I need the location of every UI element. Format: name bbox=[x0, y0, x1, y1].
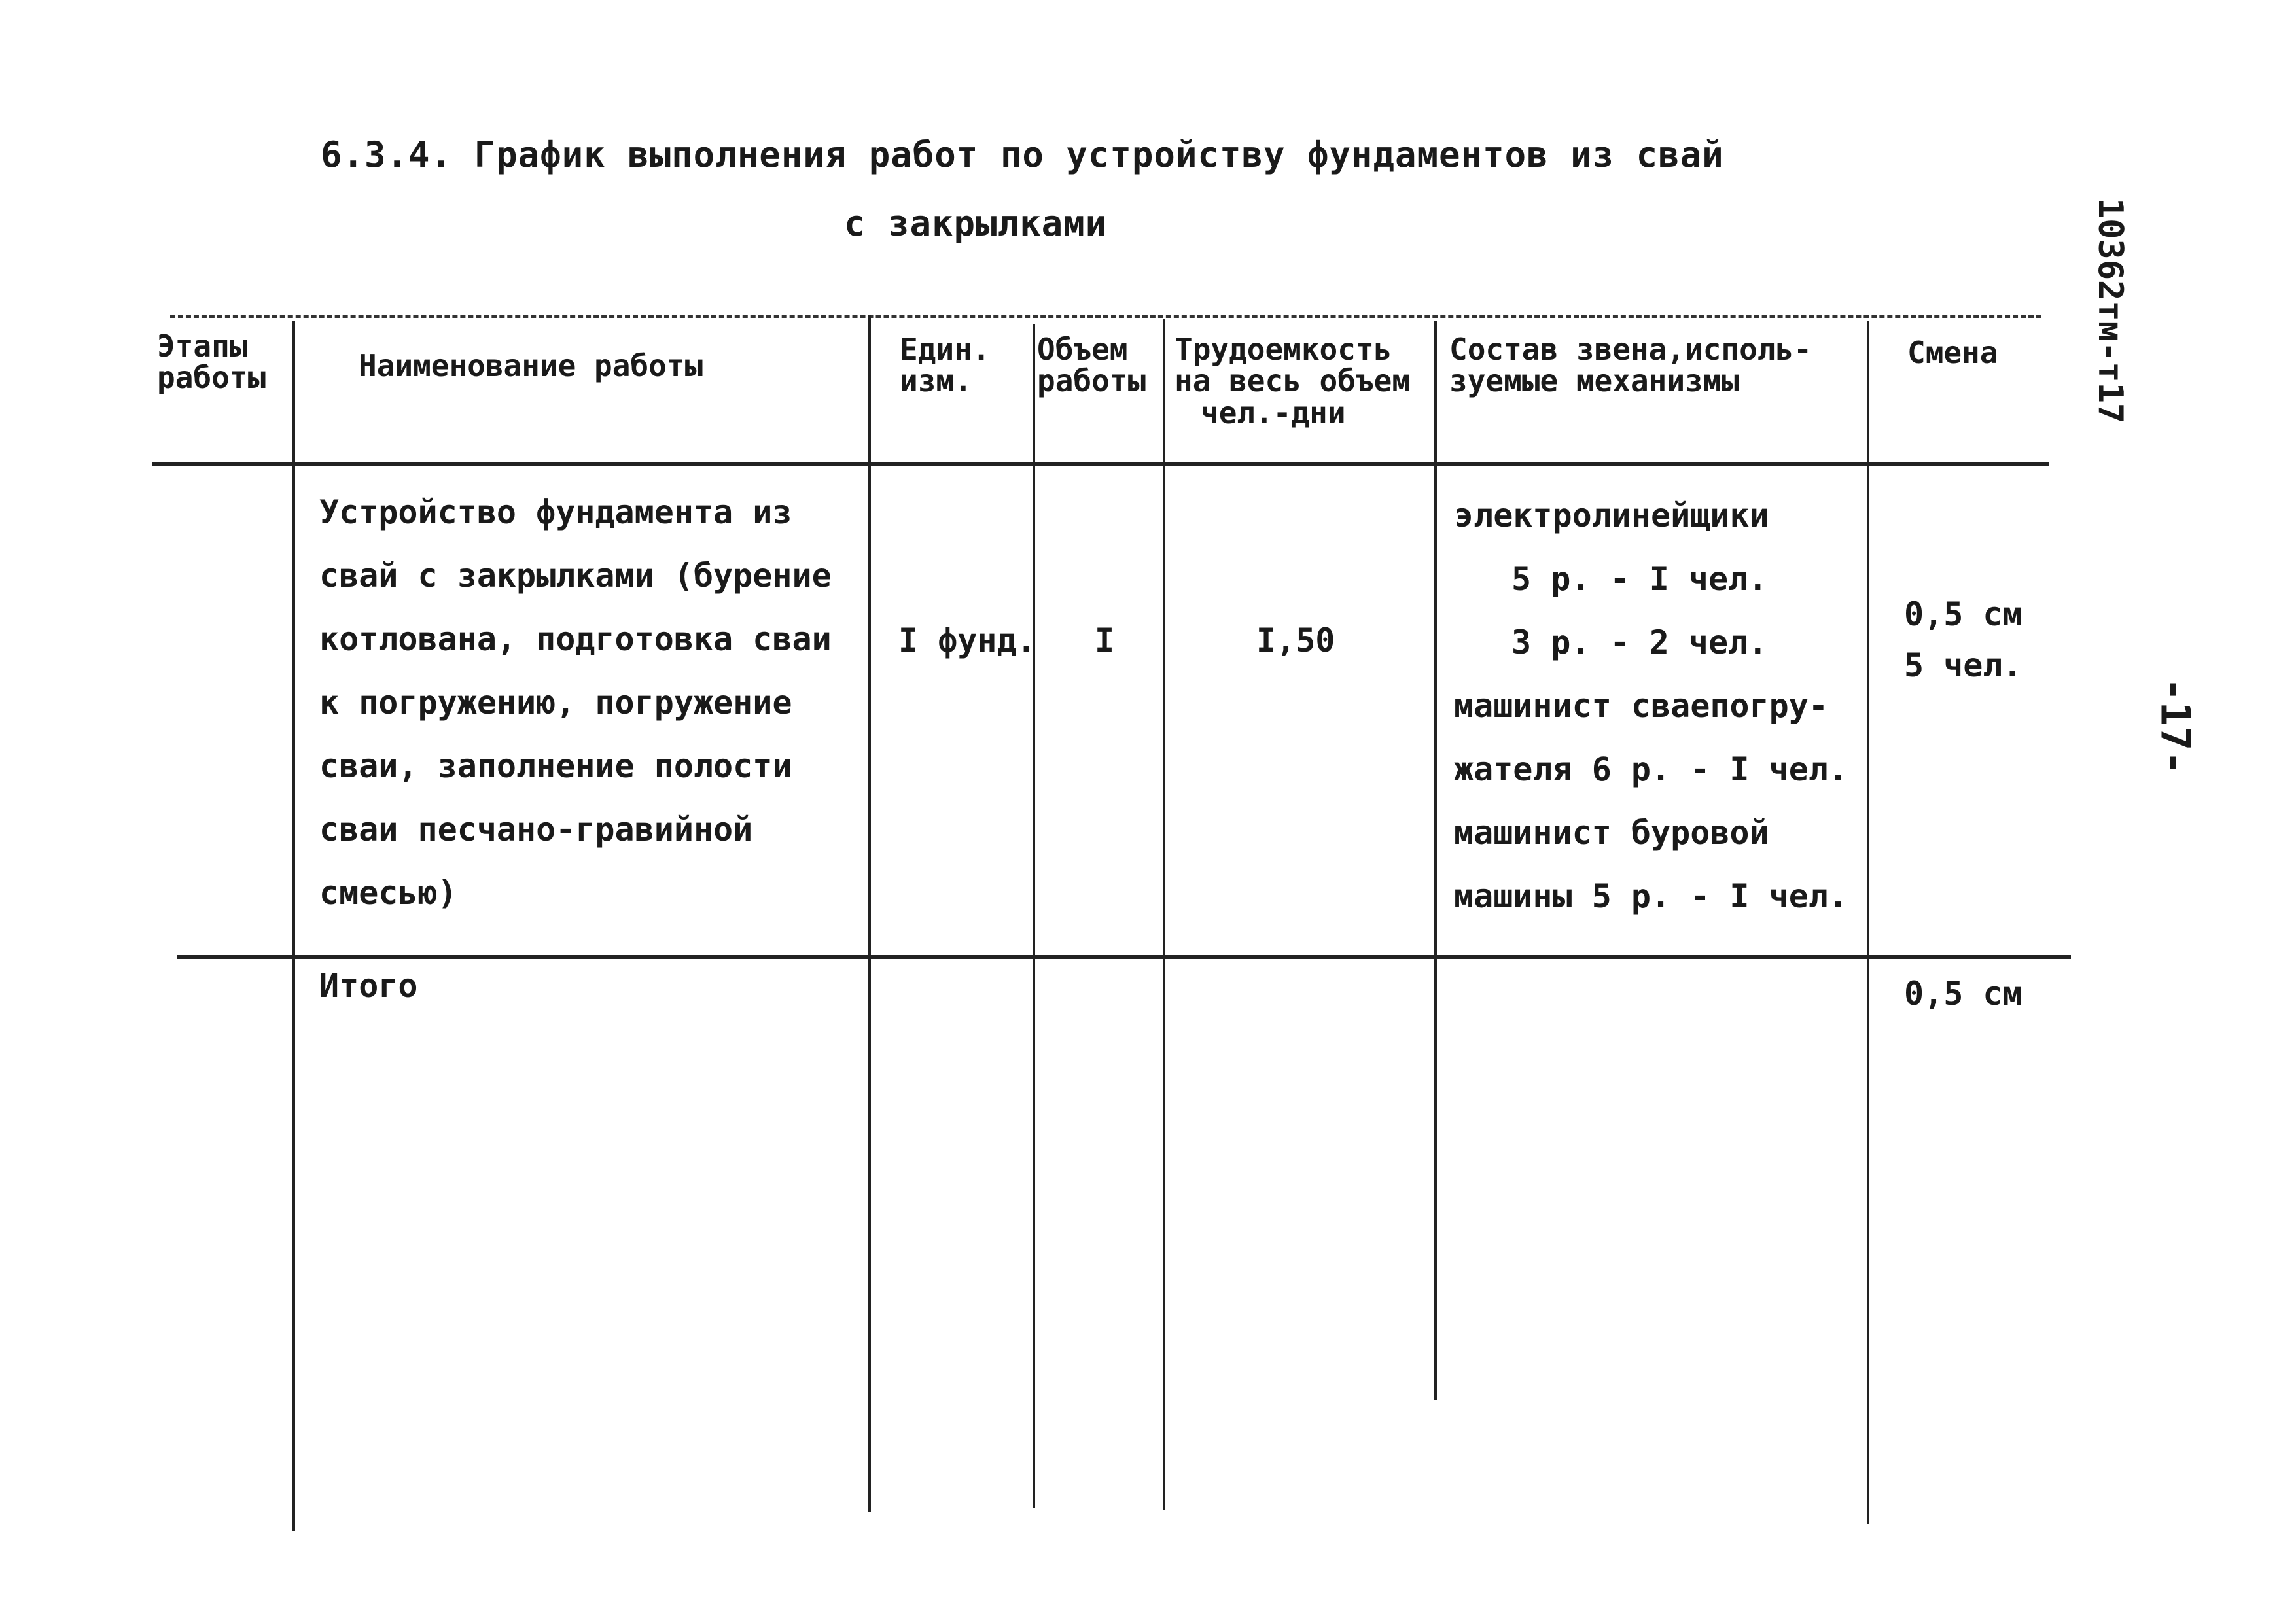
row-work-name bbox=[319, 481, 832, 925]
work-name-line: Устройство фундамента из bbox=[319, 493, 792, 531]
header-crew-line-1: Состав звена,исполь- bbox=[1449, 332, 1812, 367]
row-bottom-rule bbox=[177, 955, 2071, 959]
work-name-line: сваи, заполнение полости bbox=[319, 747, 792, 785]
work-name-line: сваи песчано-гравийной bbox=[319, 811, 753, 848]
header-stage-line-2: работы bbox=[157, 360, 266, 396]
header-volume bbox=[1037, 334, 1146, 397]
document-code-text: 10362тм-т17 bbox=[2091, 198, 2130, 424]
crew-line: машинист сваепогру- bbox=[1454, 687, 1828, 725]
crew-line: жателя 6 р. - I чел. bbox=[1454, 750, 1848, 788]
header-crew-line-2: зуемые механизмы bbox=[1449, 363, 1740, 399]
work-name-line: смесью) bbox=[319, 874, 457, 912]
crew-line: машины 5 р. - I чел. bbox=[1454, 877, 1848, 915]
column-divider-2 bbox=[868, 315, 871, 1512]
column-divider-6 bbox=[1867, 321, 1869, 1524]
crew-line: 5 р. - I чел. bbox=[1511, 560, 1768, 598]
total-shift: 0,5 см bbox=[1904, 975, 2022, 1013]
row-unit: I фунд. bbox=[898, 621, 1036, 659]
work-name-line: к погружению, погружение bbox=[319, 684, 792, 722]
header-labor-line-3: чел.-дни bbox=[1201, 394, 1346, 430]
table-top-rule bbox=[170, 315, 2041, 318]
shift-line-1: 0,5 см bbox=[1904, 595, 2022, 633]
header-stage bbox=[157, 330, 266, 394]
row-shift bbox=[1904, 589, 2022, 691]
header-crew bbox=[1449, 334, 1812, 397]
column-divider-1 bbox=[292, 321, 295, 1531]
work-name-line: свай с закрылками (бурение bbox=[319, 557, 832, 595]
header-labor-line-2: на весь объем bbox=[1174, 363, 1411, 399]
crew-line: 3 р. - 2 чел. bbox=[1511, 623, 1768, 661]
crew-line: машинист буровой bbox=[1454, 814, 1769, 852]
row-labor: I,50 bbox=[1256, 621, 1335, 659]
header-unit-line-2: изм. bbox=[900, 363, 972, 399]
column-divider-5 bbox=[1434, 321, 1437, 1400]
table-title-continuation: с закрылками bbox=[844, 203, 1108, 244]
shift-line-2: 5 чел. bbox=[1904, 646, 2022, 684]
header-unit-line-1: Един. bbox=[900, 332, 991, 367]
table-title: 6.3.4. График выполнения работ по устройству фундаментов из свай bbox=[321, 134, 1724, 175]
header-volume-line-1: Объем bbox=[1037, 332, 1128, 367]
page-number bbox=[2153, 667, 2199, 785]
crew-line: электролинейщики bbox=[1454, 497, 1769, 534]
work-name-line: котлована, подготовка сваи bbox=[319, 620, 832, 658]
header-bottom-rule bbox=[152, 462, 2049, 466]
header-stage-line-1: Этапы bbox=[157, 328, 248, 364]
total-label: Итого bbox=[319, 967, 418, 1005]
header-labor-line-1: Трудоемкость bbox=[1174, 332, 1392, 367]
column-divider-3 bbox=[1033, 324, 1035, 1508]
header-labor bbox=[1174, 334, 1410, 428]
page-number-text: -17- bbox=[2151, 677, 2200, 775]
column-divider-4 bbox=[1163, 319, 1165, 1510]
header-name: Наименование работы bbox=[359, 348, 703, 383]
header-shift: Смена bbox=[1907, 335, 1998, 370]
document-code bbox=[2091, 200, 2130, 422]
header-volume-line-2: работы bbox=[1037, 363, 1146, 399]
row-crew bbox=[1454, 484, 1848, 928]
row-volume: I bbox=[1095, 621, 1115, 659]
header-unit bbox=[900, 334, 990, 397]
